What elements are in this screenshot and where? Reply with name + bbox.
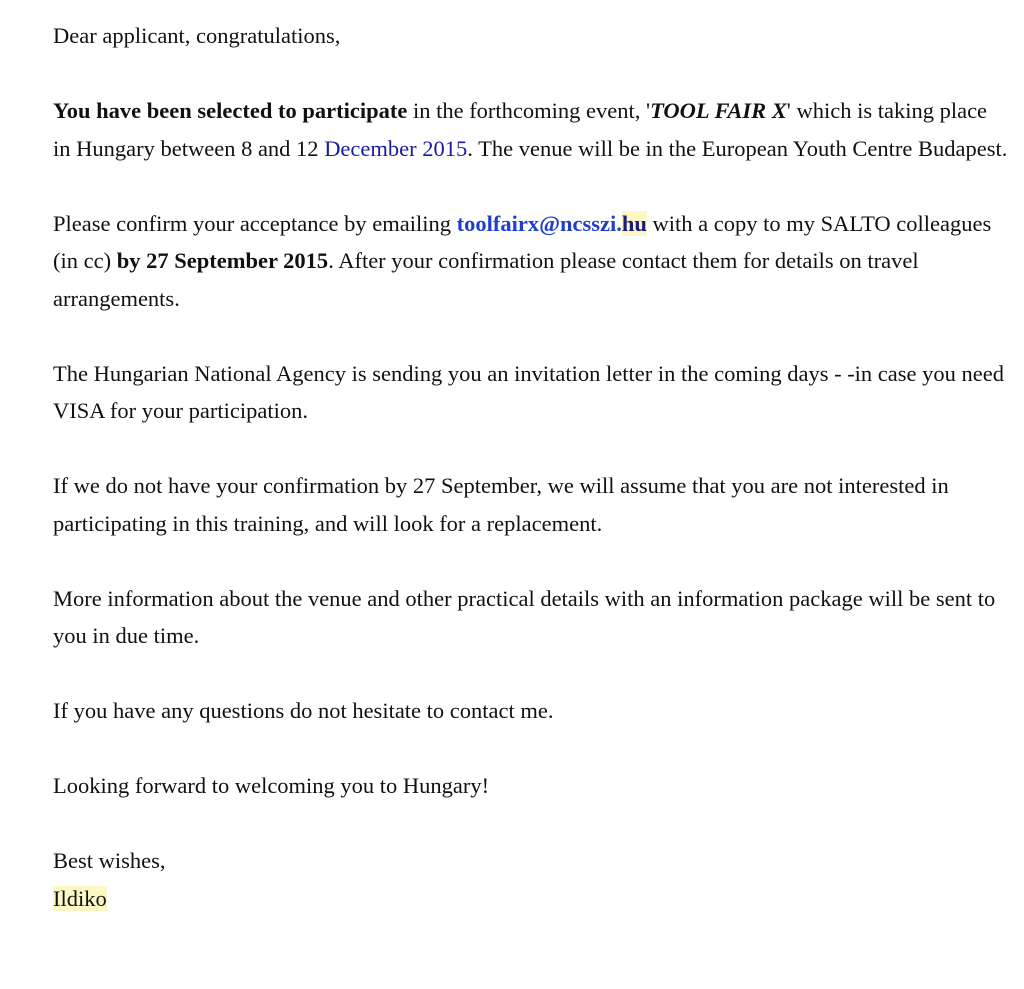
- selection-paragraph: [53, 92, 1008, 167]
- closing: Best wishes,: [53, 848, 166, 873]
- deadline: by 27 September 2015: [116, 248, 329, 273]
- selection-text-2: ' which is taking place in Hungary between 8 and 12: [53, 98, 988, 161]
- event-name: TOOL FAIR X: [650, 98, 787, 123]
- email-address-tld: hu: [621, 210, 647, 236]
- selection-text-1: in the forthcoming event, ': [407, 98, 651, 123]
- email-address-user: toolfairx@ncsszi.: [456, 210, 622, 236]
- confirmation-text-2: with a copy to my SALTO colleagues (in cc): [53, 210, 992, 273]
- selection-lead: You have been selected to participate: [53, 98, 408, 123]
- visa-paragraph: The Hungarian National Agency is sending you an invitation letter in the coming days - -in case you need VISA for your participation.: [53, 360, 1004, 423]
- selection-text-3: . The venue will be in the European Youth Centre Budapest.: [467, 135, 1008, 161]
- confirmation-paragraph: [53, 205, 1008, 318]
- email-body: [53, 17, 1008, 917]
- signature-line: [53, 880, 1008, 918]
- info-paragraph: More information about the venue and other practical details with an information package will be sent to you in due time.: [53, 585, 996, 648]
- questions-paragraph: If you have any questions do not hesitate to contact me.: [53, 698, 554, 723]
- signature: Ildiko: [53, 885, 107, 911]
- welcome-paragraph: Looking forward to welcoming you to Hungary!: [53, 773, 490, 798]
- email-address-link[interactable]: [457, 211, 647, 236]
- greeting: Dear applicant, congratulations,: [53, 23, 341, 48]
- date-link[interactable]: December 2015: [324, 135, 468, 161]
- confirmation-text-1: Please confirm your acceptance by emailing: [53, 210, 457, 236]
- replacement-paragraph: If we do not have your confirmation by 27 September, we will assume that you are not interested in participating in this training, and will look for a replacement.: [53, 473, 949, 536]
- confirmation-text-3: . After your confirmation please contact them for details on travel arrangements.: [53, 248, 919, 311]
